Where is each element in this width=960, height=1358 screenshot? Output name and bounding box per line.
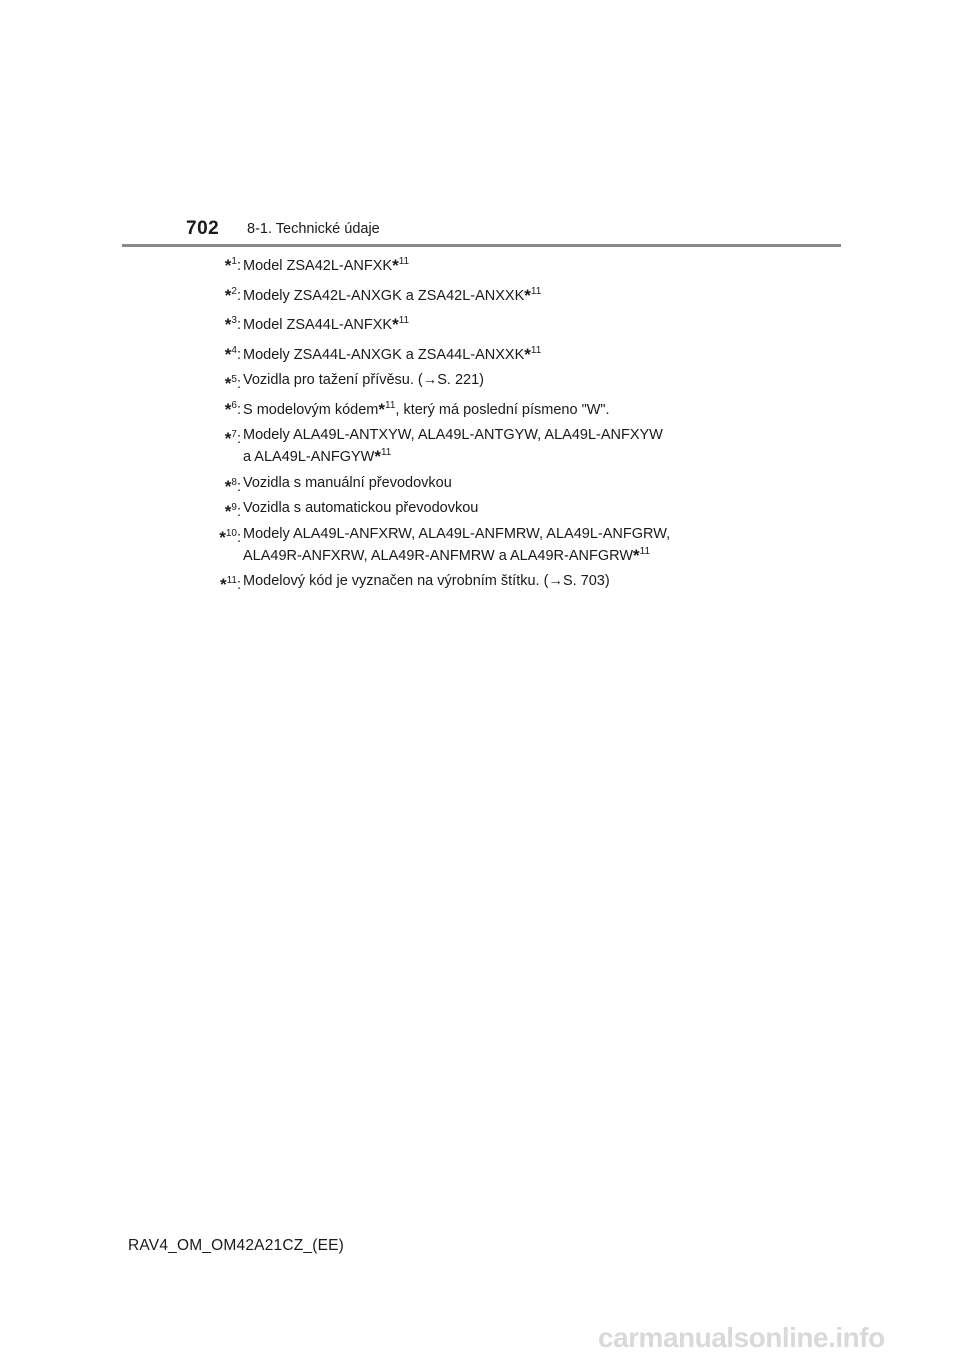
footnote-text: Modely ZSA42L-ANXGK a ZSA42L-ANXXK [243,287,525,304]
footnote-item [204,283,804,305]
asterisk-icon: * [224,256,232,275]
footnote-marker: *$^5$: [224,374,241,393]
footnote-marker: *$^8$: [224,476,241,496]
footnote-number: 8 [231,476,237,488]
footnote-text: Vozidla s manuální převodovkou [243,474,452,491]
footnote-text-line [243,474,804,492]
footnote-item [204,474,804,496]
footnote-marker: *$^{10}$: [219,527,241,547]
asterisk-icon: * [224,344,232,364]
header-divider [122,244,841,247]
footnote-text: Model ZSA44L-ANFXK [243,317,393,333]
footnote-item [204,499,804,521]
footnote-text-line [243,543,804,565]
asterisk-icon: * [224,315,232,334]
footnote-text-line [243,572,804,590]
footnote-number: 4 [231,344,237,356]
footnote-marker: *$^6$: [224,399,241,419]
footnote-text: Modely ALA49L-ANFXRW, ALA49L-ANFMRW, ALA49L-ANFGRW, [243,525,671,542]
footnote-text: S modelovým kódem [243,401,379,418]
footnote-item [204,342,804,364]
footnote-marker: *$^4$: [224,344,241,364]
footnote-number: 9 [231,502,237,513]
footnote-item [204,253,804,275]
asterisk-icon: * [219,575,227,594]
asterisk-icon: * [224,476,232,496]
footnote-marker: *$^1$: [224,256,241,275]
asterisk-icon: * [633,545,640,565]
section-title: 8-1. Technické údaje [247,221,380,237]
footnote-text: ALA49R-ANFXRW, ALA49R-ANFMRW a ALA49R-ANFGRW [243,547,633,564]
footnote-reference: 11 [385,399,396,411]
asterisk-icon: * [224,399,232,419]
footnote-list [204,253,804,598]
footnote-number: 7 [231,429,237,440]
footnote-text-line [243,444,804,466]
asterisk-icon: * [392,315,399,334]
footnote-text: Modelový kód je vyznačen na výrobním štítku. ( [243,573,549,589]
footnote-text-line [243,283,804,305]
footnote-text: Vozidla s automatickou převodovkou [243,500,479,516]
footnote-reference: 11 [398,256,410,267]
footnote-reference: 11 [398,315,410,326]
footnote-text-line [243,499,804,517]
asterisk-icon: * [224,502,232,521]
footnote-item [204,572,804,594]
footnote-number: 2 [231,285,237,297]
asterisk-icon: * [224,285,232,305]
asterisk-icon: * [374,447,381,466]
page-reference-link[interactable]: →S. 703) [548,573,610,589]
page-header [0,0,960,250]
footnote-reference: 11 [530,285,542,297]
footnote-number: 10 [225,527,237,539]
page-number: 702 [186,218,220,239]
footnote-reference: 11 [380,447,392,458]
footnote-text-line [243,371,804,389]
footnote-marker: *$^7$: [224,429,241,448]
footnote-item [204,525,804,565]
footnote-marker: *$^{11}$: [219,575,241,594]
footnote-text-line [243,426,804,444]
page-reference-link[interactable]: →S. 221) [422,372,484,388]
footnote-item [204,371,804,393]
document-code: RAV4_OM_OM42A21CZ_(EE) [128,1237,345,1254]
asterisk-icon: * [224,374,232,393]
asterisk-icon: * [524,344,531,364]
footnote-item [204,426,804,466]
footnote-text: Modely ALA49L-ANTXYW, ALA49L-ANTGYW, ALA49L-ANFXYW [243,427,663,443]
footnote-reference: 11 [639,545,651,557]
watermark-logo: carmanualsonline.info [598,1322,885,1353]
footnote-number: 11 [226,575,237,586]
footnote-text: Model ZSA42L-ANFXK [243,258,393,274]
footnote-reference: 11 [530,344,542,356]
asterisk-icon: * [524,285,531,305]
asterisk-icon: * [224,429,232,448]
footnote-number: 5 [231,374,237,385]
footnote-text-tail: , který má poslední písmeno "W". [395,401,610,418]
asterisk-icon: * [219,527,226,547]
footnote-number: 6 [231,399,237,411]
footnote-text: Vozidla pro tažení přívěsu. ( [243,372,423,388]
footnote-marker: *$^2$: [224,285,241,305]
footnote-text-line [243,397,804,419]
footnote-text-line [243,312,804,334]
footnote-marker: *$^9$: [224,502,241,521]
footnote-text: a ALA49L-ANFGYW [243,449,375,465]
footnote-number: 1 [231,256,237,267]
footnote-item [204,397,804,419]
footnote-number: 3 [231,315,237,326]
footnote-item [204,312,804,334]
footnote-text: Modely ZSA44L-ANXGK a ZSA44L-ANXXK [243,346,525,363]
footnote-marker: *$^3$: [224,315,241,334]
footnote-text-line [243,342,804,364]
asterisk-icon: * [378,399,386,419]
asterisk-icon: * [392,256,399,275]
footnote-text-line [243,525,804,543]
footnote-text-line [243,253,804,275]
